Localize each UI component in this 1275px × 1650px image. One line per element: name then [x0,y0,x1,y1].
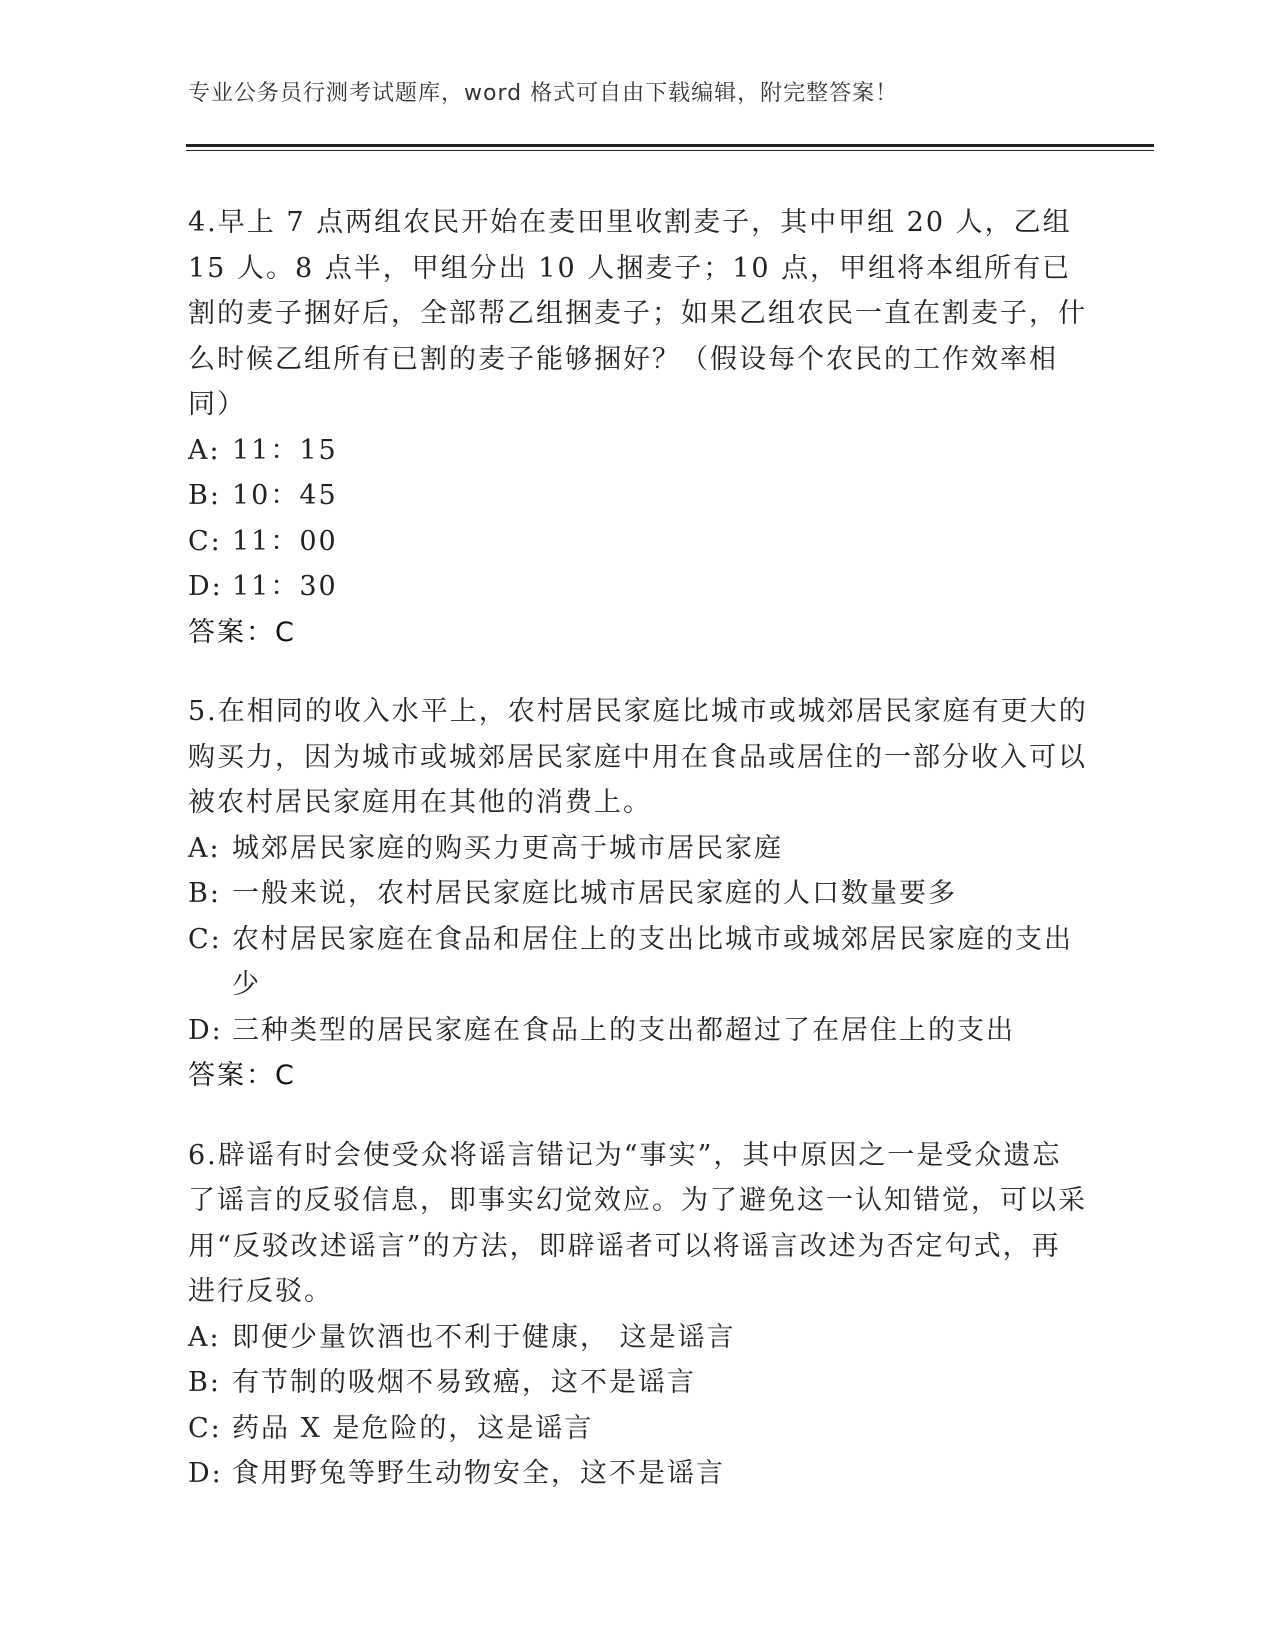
option-key: D: [188,1458,223,1489]
option-key: A: [188,832,221,864]
option-key: B: [188,878,221,909]
option-d [188,1451,1088,1497]
option-text: 即便少量饮酒也不利于健康， 这是谣言 [232,1321,736,1353]
option-a [188,1315,1088,1361]
option-c [188,519,1088,565]
header-rule-thin [186,150,1154,151]
page-header: 专业公务员行测考试题库，word 格式可自由下载编辑，附完整答案！ [188,81,899,106]
option-b [188,473,1088,519]
option-key: A: [188,1321,221,1353]
option-text: 11：00 [232,525,338,557]
header-rule-thick [186,144,1154,147]
option-key: C: [188,525,222,557]
option-text: 11：30 [232,571,338,602]
option-b [188,871,1088,917]
option-key: D: [188,571,223,602]
option-key: A: [188,434,221,466]
question-list [188,200,1088,1531]
question-5 [188,689,1088,1099]
question-text: 5.在相同的收入水平上，农村居民家庭比城市或城郊居民家庭有更大的购买力，因为城市或城郊居民家庭中用在食品或居住的一部分收入可以被农村居民家庭用在其他的消费上。 [188,696,1088,818]
option-text: 11：15 [232,434,338,466]
option-c [188,917,1088,1008]
option-c [188,1406,1088,1452]
option-text: 城郊居民家庭的购买力更高于城市居民家庭 [232,832,783,864]
option-a [188,428,1088,474]
option-b [188,1360,1088,1406]
answer-line: 答案：C [188,616,296,648]
option-key: C: [188,1412,222,1444]
option-text: 有节制的吸烟不易致癌，这不是谣言 [232,1367,696,1398]
answer-line: 答案：C [188,1060,296,1091]
question-text: 6.辟谣有时会使受众将谣言错记为“事实”，其中原因之一是受众遗忘了谣言的反驳信息，即事实幻觉效应。为了避免这一认知错觉，可以采用“反驳改述谣言”的方法，即辟谣者可以将谣言改述为否定句式，再进行反驳。 [188,1139,1087,1307]
option-key: C: [188,923,222,955]
option-d [188,1008,1088,1054]
option-text: 一般来说，农村居民家庭比城市居民家庭的人口数量要多 [232,878,957,909]
option-key: B: [188,480,221,511]
option-text: 农村居民家庭在食品和居住上的支出比城市或城郊居民家庭的支出少 [232,923,1073,1000]
option-key: D: [188,1014,223,1046]
question-4 [188,200,1088,655]
option-text: 10：45 [232,480,338,511]
option-d [188,564,1088,610]
option-key: B: [188,1367,221,1398]
option-text: 药品 X 是危险的，这是谣言 [232,1412,594,1444]
option-text: 三种类型的居民家庭在食品上的支出都超过了在居住上的支出 [232,1014,1015,1046]
option-text: 食用野兔等野生动物安全，这不是谣言 [232,1458,725,1489]
option-a [188,826,1088,872]
question-text: 4.早上 7 点两组农民开始在麦田里收割麦子，其中甲组 20 人，乙组 15 人。8 点半，甲组分出 10 人捆麦子；10 点，甲组将本组所有已割的麦子捆好后，全部帮乙组捆麦子；如果乙组农民一直在割麦子，什么时候乙组所有已割的麦子能够捆好？（假设每个农民的工作效率相同） [188,207,1087,420]
question-6 [188,1133,1088,1497]
